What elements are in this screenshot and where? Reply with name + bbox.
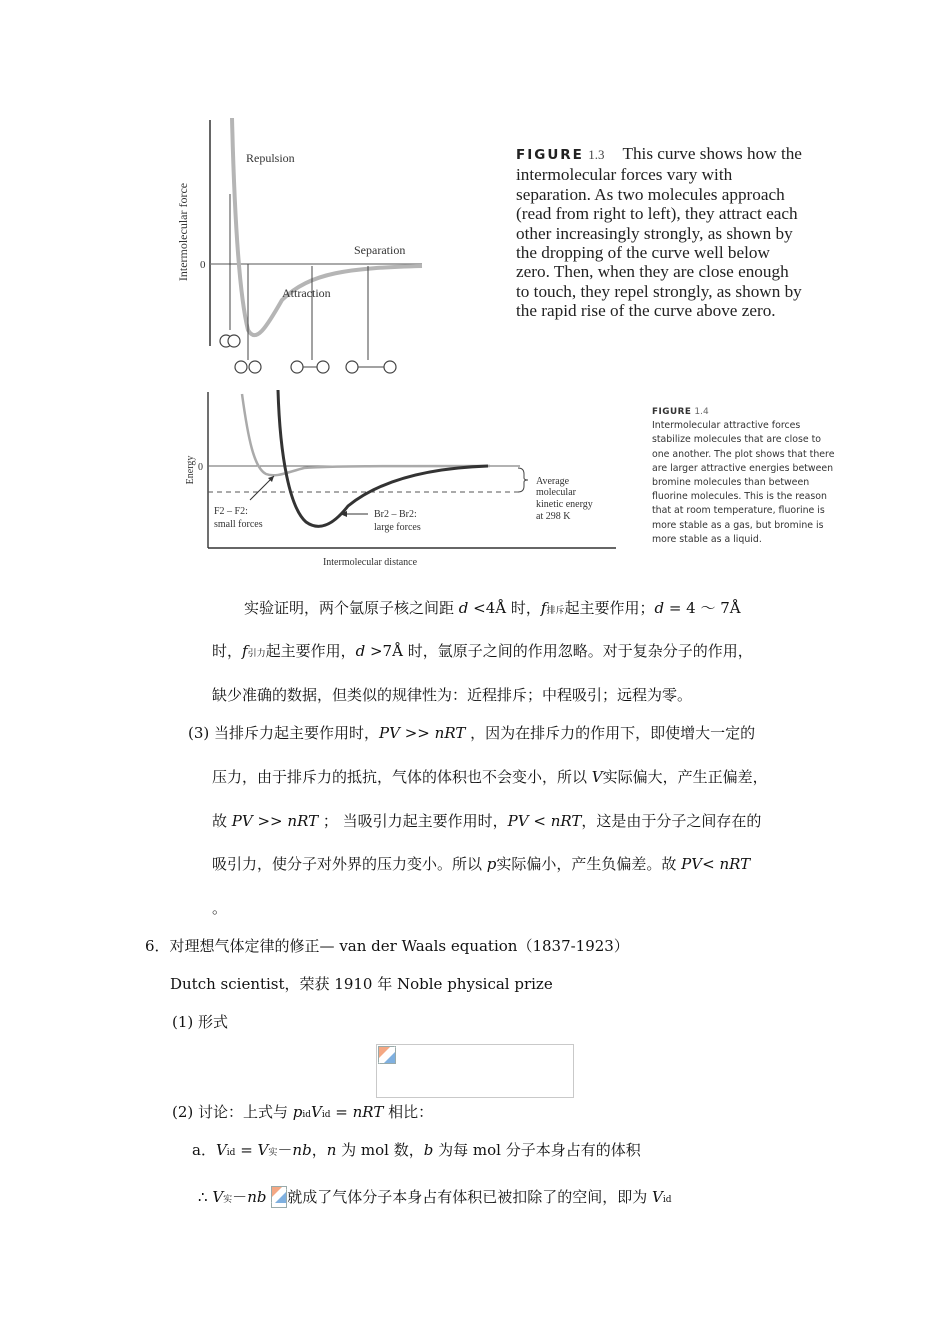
figure-1-3-plot	[170, 110, 440, 380]
paragraph-line-6: 故 PV >> nRT ； 当吸引力起主要作用时，PV < nRT，这是由于分子之间存在的	[212, 812, 762, 830]
broken-image-icon	[378, 1046, 396, 1064]
br2-large-label: large forces	[374, 522, 421, 533]
paragraph-line-2: 时，f引力起主要作用，d >7Å 时，氩原子之间的作用忽略。对于复杂分子的作用，	[212, 642, 753, 660]
discussion-item-a: a．Vid = V实－nb，n 为 mol 数，b 为每 mol 分子本身占有的体积	[192, 1141, 641, 1159]
figure-1-4-plot	[180, 388, 620, 573]
avg-label-1: Average	[536, 476, 570, 487]
paragraph-line-3: 缺少准确的数据，但类似的规律性为：近程排斥；中程吸引；远程为零。	[212, 686, 693, 704]
avg-label-4: at 298 K	[536, 511, 571, 522]
zero-label: 0	[198, 462, 203, 473]
conclusion-line: ∴ V实－nb 就成了气体分子本身占有体积已被扣除了的空间，即为 Vid	[198, 1188, 672, 1206]
paragraph-line-5: 压力，由于排斥力的抵抗，气体的体积也不会变小，所以 V实际偏大，产生正偏差，	[212, 768, 768, 786]
zero-label: 0	[200, 259, 206, 271]
br2-label: Br2 – Br2:	[374, 509, 417, 520]
y-axis-label: Intermolecular force	[176, 182, 190, 282]
subheading-form: (1) 形式	[172, 1013, 229, 1031]
y-axis-label: Energy	[185, 455, 196, 485]
separation-label: Separation	[354, 243, 406, 257]
figure-1-3-caption: FIGURE 1.3 This curve shows how the intermolecular forces vary with separation. As two molecules approach (read from right to left), they attract each other increasingly strongly, as shown by the dropping of the curve well below zero. Then, when they are close enough to touch, they repel strongly, as shown by the rapid rise of the curve above zero.	[516, 144, 802, 321]
x-axis-label: Intermolecular distance	[322, 557, 418, 568]
br2-curve	[278, 390, 488, 526]
equation-image-placeholder	[376, 1044, 574, 1098]
avg-label-2: molecular	[536, 487, 576, 498]
f2-label: F2 – F2:	[214, 506, 248, 517]
avg-label-3: kinetic energy	[536, 499, 593, 510]
paragraph-line-7: 吸引力，使分子对外界的压力变小。所以 p实际偏小，产生负偏差。故 PV< nRT	[212, 855, 751, 873]
inline-broken-image-icon	[271, 1186, 287, 1208]
attraction-label: Attraction	[282, 286, 331, 300]
figure-1-4-caption: FIGURE 1.4 Intermolecular attractive forces stabilize molecules that are close to one another. The plot shows that there are larger attractive energies between bromine molecules than between fluorine molecules. This is the reason that at room temperature, fluorine is more stable as a gas, but bromine is more stable as a liquid.	[652, 407, 835, 545]
van-der-waals-bio: Dutch scientist，荣获 1910 年 Noble physical prize	[170, 975, 553, 993]
kinetic-energy-brace	[518, 468, 528, 492]
repulsion-label: Repulsion	[246, 151, 295, 165]
paragraph-line-1: 实验证明，两个氩原子核之间距 d <4Å 时，f排斥起主要作用；d = 4 ～ 7Å	[244, 599, 741, 617]
section-heading-6: 6．对理想气体定律的修正— van der Waals equation（1837-1923）	[145, 937, 629, 955]
discussion-heading: (2) 讨论：上式与 pidVid = nRT 相比：	[172, 1103, 434, 1121]
paragraph-line-4: (3) 当排斥力起主要作用时，PV >> nRT ，因为在排斥力的作用下，即使增大一定的	[188, 724, 756, 742]
f2-small-label: small forces	[214, 519, 263, 530]
paragraph-line-8: 。	[212, 899, 228, 917]
